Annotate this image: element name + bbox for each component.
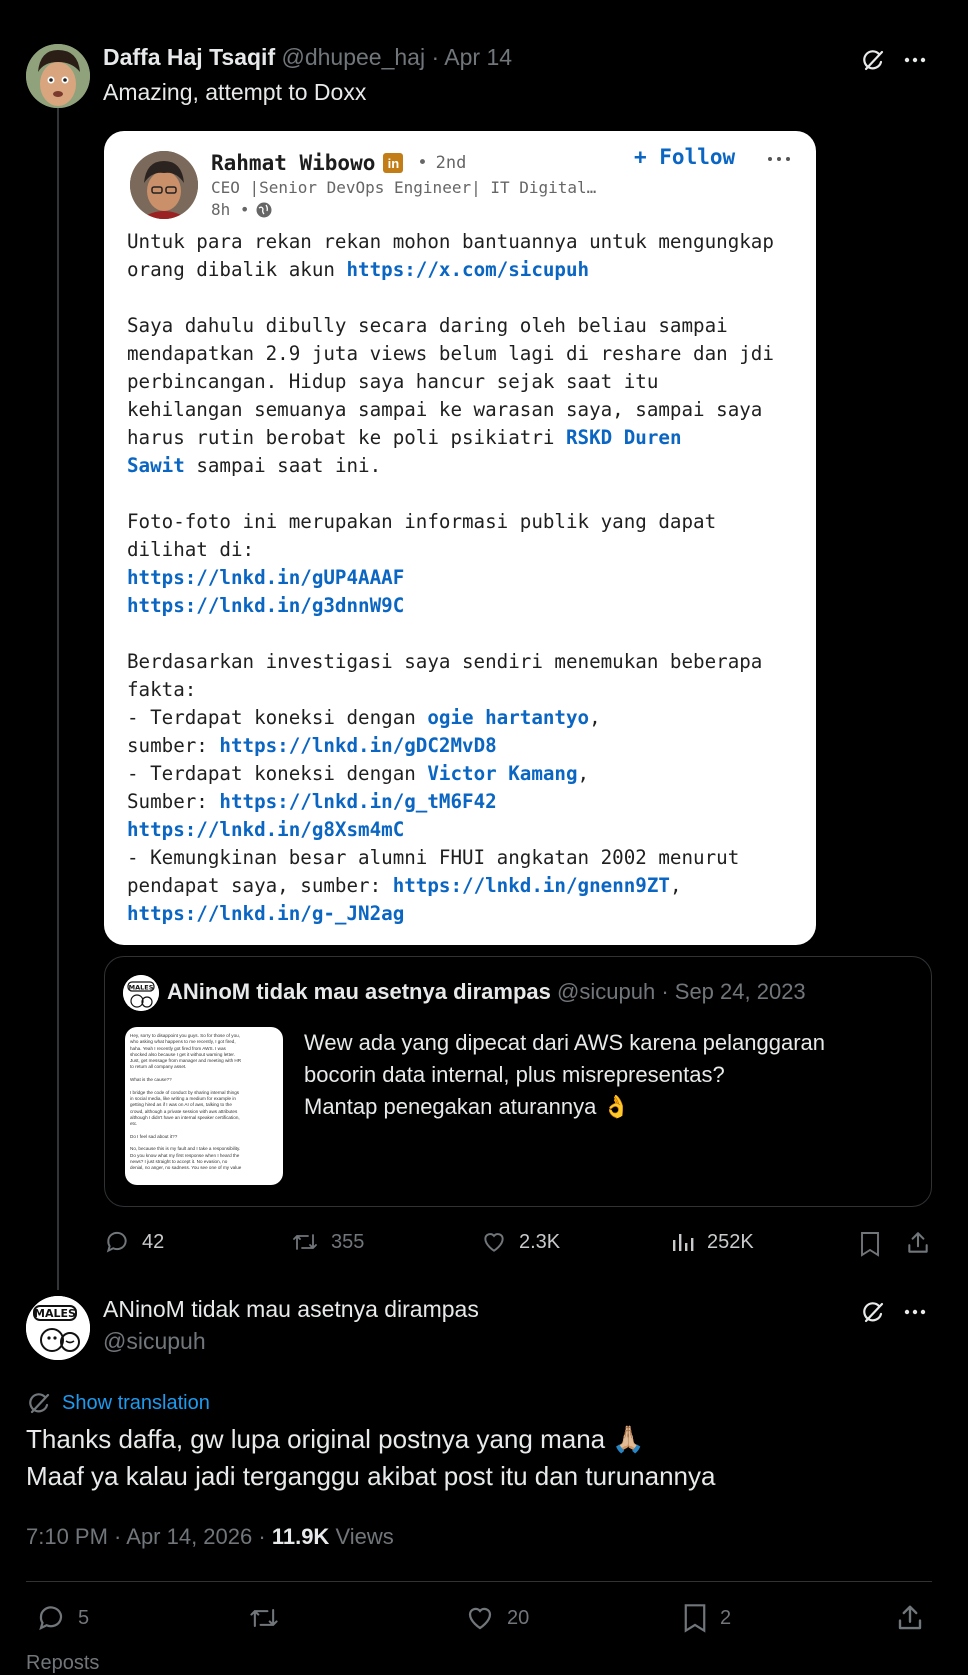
tweet-text: Amazing, attempt to Doxx	[103, 79, 367, 105]
tweet-meta	[26, 1524, 394, 1550]
linkedin-link[interactable]: https://lnkd.in/g-_JN2ag	[127, 902, 405, 925]
tweet-timestamp[interactable]: 7:10 PM · Apr 14, 2026 ·	[26, 1524, 266, 1549]
quoted-handle: @sicupuh	[557, 979, 656, 1004]
linkedin-text: - Terdapat koneksi dengan	[127, 762, 416, 785]
follow-button[interactable]: + Follow	[634, 145, 736, 169]
thumbnail-text-line: who asking what happens to me recently, I got fired,	[130, 1039, 236, 1045]
quoted-text-line: Mantap penegakan aturannya 👌	[304, 1094, 630, 1119]
reply-count: 42	[142, 1230, 165, 1253]
views-button[interactable]	[671, 1229, 754, 1255]
avatar[interactable]	[26, 44, 90, 108]
like-count: 2.3K	[519, 1230, 561, 1253]
grok-icon[interactable]	[858, 45, 888, 75]
connection-degree: 2nd	[435, 153, 467, 173]
tweet-text-line: Maaf ya kalau jadi terganggu akibat post itu dan turunannya	[26, 1461, 716, 1491]
thumbnail-text-line: I bridge the code of conduct by sharing internal things	[130, 1089, 240, 1095]
linkedin-text: - Kemungkinan besar alumni FHUI angkatan 2002 menurut pendapat saya, sumber:	[127, 846, 740, 897]
linkedin-link[interactable]: Victor Kamang	[427, 762, 578, 785]
avatar[interactable]	[26, 1296, 90, 1360]
thumbnail-text-line: No, because this is my fault and I take a responsibility.	[130, 1146, 241, 1152]
bookmark-count: 2	[720, 1606, 732, 1629]
thumbnail-text-line: denial, no anger, no sadness. You see one of my value	[130, 1165, 242, 1171]
linkedin-text: , Sumber:	[127, 762, 590, 813]
linkedin-text: ,	[669, 874, 682, 897]
reply-icon	[104, 1229, 130, 1255]
linkedin-author-name: Rahmat Wibowo	[211, 151, 376, 175]
linkedin-post-meta	[211, 200, 272, 219]
view-count: 11.9K	[271, 1524, 330, 1549]
linkedin-link[interactable]: https://lnkd.in/gUP4AAAF	[127, 566, 405, 589]
quoted-text-line: bocorin data internal, plus misrepresentas?	[304, 1062, 725, 1087]
repost-icon	[291, 1229, 319, 1255]
linkedin-link[interactable]: https://x.com/sicupuh	[346, 258, 590, 281]
separator-dot: ·	[661, 979, 669, 1004]
linkedin-screenshot-image[interactable]	[104, 131, 816, 945]
quoted-text-line: Wew ada yang dipecat dari AWS karena pelanggaran	[304, 1030, 825, 1055]
linkedin-link[interactable]: https://lnkd.in/gDC2MvD8	[219, 734, 497, 757]
quoted-tweet[interactable]	[104, 956, 932, 1207]
linkedin-link[interactable]: https://lnkd.in/gnenn9ZT	[392, 874, 670, 897]
bookmark-icon	[682, 1603, 708, 1633]
thumbnail-text-line: in social media, like writing a medium for example in	[130, 1095, 236, 1101]
quoted-display-name: ANinoM tidak mau asetnya dirampas	[167, 979, 551, 1004]
divider	[26, 1581, 932, 1582]
linkedin-link[interactable]: https://lnkd.in/g3dnnW9C	[127, 594, 405, 617]
like-count: 20	[507, 1606, 530, 1629]
repost-icon	[248, 1603, 280, 1633]
thumbnail-text-line: haha. Yeah I recently got fired from AWS. I was	[130, 1045, 226, 1051]
linkedin-link[interactable]: RSKD Duren Sawit	[127, 426, 682, 477]
tweet-date[interactable]: Apr 14	[444, 44, 513, 70]
degree-dot: •	[417, 153, 428, 173]
like-button[interactable]	[481, 1229, 560, 1255]
linkedin-text: sampai saat ini. Foto-foto ini merupakan informasi publik yang dapat dilihat di:	[127, 454, 717, 561]
linkedin-text: Saya dahulu dibully secara daring oleh beliau sampai mendapatkan 2.9 juta views belum lagi di reshare dan jdi perbincangan. Hidup saya hancur sejak saat itu kehilangan semuanya sampai ke warasan saya, sampai saya harus rutin berobat ke poli psikiatri	[127, 314, 774, 449]
translate-icon	[26, 1390, 52, 1416]
heart-icon	[465, 1603, 495, 1633]
more-options-icon[interactable]	[900, 1297, 930, 1327]
show-translation-button[interactable]	[26, 1390, 210, 1416]
avatar-logo-text: MALES	[34, 1307, 76, 1320]
linkedin-link[interactable]: ogie hartantyo	[427, 706, 590, 729]
author-display-name[interactable]: Daffa Haj Tsaqif	[103, 44, 276, 70]
linkedin-name-line	[211, 151, 466, 175]
share-icon[interactable]	[894, 1602, 926, 1634]
reply-button[interactable]	[104, 1229, 164, 1255]
linkedin-logo-icon: in	[383, 153, 403, 173]
tweet-text	[26, 1421, 715, 1495]
repost-button[interactable]	[248, 1603, 280, 1633]
bookmark-button[interactable]	[682, 1603, 731, 1633]
grok-icon[interactable]	[858, 1297, 888, 1327]
heart-icon	[481, 1229, 507, 1255]
linkedin-link[interactable]: https://lnkd.in/g8Xsm4mC	[127, 818, 405, 841]
thumbnail-text-line: crowd, although a private session with aws attributes	[130, 1108, 238, 1114]
quoted-date: Sep 24, 2023	[674, 979, 806, 1004]
linkedin-text: Berdasarkan investigasi saya sendiri menemukan beberapa fakta: - Terdapat koneksi dengan	[127, 650, 763, 729]
share-icon[interactable]	[904, 1229, 932, 1257]
author-display-name[interactable]: ANinoM tidak mau asetnya dirampas	[103, 1296, 479, 1322]
linkedin-more-icon[interactable]	[764, 147, 794, 171]
author-handle[interactable]: @dhupee_haj	[281, 44, 426, 70]
view-count: 252K	[707, 1230, 754, 1253]
reply-button[interactable]	[36, 1603, 89, 1633]
linkedin-post-body	[127, 228, 797, 928]
thumbnail-text-line: Do I feel sad about it??	[130, 1133, 178, 1139]
bookmark-icon[interactable]	[856, 1230, 884, 1258]
thumbnail-text-line: Just, get message from manager and meeting with HR	[130, 1058, 242, 1064]
thumbnail-text-line: getting hired as if I was on AI of aws, talking to the	[130, 1102, 232, 1108]
quoted-tweet-thumbnail[interactable]	[125, 1027, 283, 1185]
author-handle[interactable]: @sicupuh	[103, 1328, 206, 1354]
thumbnail-text-line: although I didn't have an internal speaker certification,	[130, 1114, 240, 1120]
quoted-author-avatar	[123, 975, 159, 1011]
linkedin-link[interactable]: https://lnkd.in/g_tM6F42	[219, 790, 497, 813]
reposts-tab[interactable]: Reposts	[26, 1652, 100, 1674]
thumbnail-text-line: shocked also because I get it without warning letter.	[130, 1051, 235, 1057]
reply-count: 5	[78, 1606, 90, 1629]
show-translation-label: Show translation	[62, 1391, 210, 1414]
linkedin-avatar	[130, 151, 198, 219]
quoted-avatar-logo-text: MALES	[128, 983, 154, 992]
thread-connector-line	[57, 104, 59, 1290]
repost-button[interactable]	[291, 1229, 364, 1255]
views-label: Views	[335, 1524, 394, 1549]
like-button[interactable]	[465, 1603, 529, 1633]
tweet-author-line	[103, 44, 512, 71]
post-time: 8h •	[211, 200, 250, 219]
tweet-text-line: Thanks daffa, gw lupa original postnya yang mana 🙏🏼	[26, 1424, 645, 1454]
thumbnail-text-line: etc.	[130, 1121, 138, 1127]
thumbnail-text-line: to return all company asset.	[130, 1064, 187, 1070]
more-options-icon[interactable]	[900, 45, 930, 75]
repost-count: 355	[331, 1230, 365, 1253]
thumbnail-text-line: Hey, sorry to disappoint you guys. So for those of you,	[130, 1033, 240, 1038]
globe-icon	[256, 202, 272, 218]
thumbnail-text-line: Do you know what my first response when I heard the	[130, 1152, 240, 1158]
linkedin-text: , sumber:	[127, 706, 601, 757]
linkedin-headline: CEO |Senior DevOps Engineer| IT Digital…	[211, 178, 597, 197]
separator-dot: ·	[431, 44, 440, 70]
quoted-author-line	[167, 979, 806, 1005]
quoted-tweet-text	[304, 1027, 914, 1123]
reply-icon	[36, 1603, 66, 1633]
thumbnail-text-line: news? I just straight to accept it. No evasion, no	[130, 1158, 228, 1164]
linkedin-text: Untuk para rekan rekan mohon bantuannya untuk mengungkap orang dibalik akun	[127, 230, 774, 281]
analytics-icon	[671, 1229, 695, 1255]
thumbnail-text-line: What is the cause??	[130, 1077, 172, 1083]
